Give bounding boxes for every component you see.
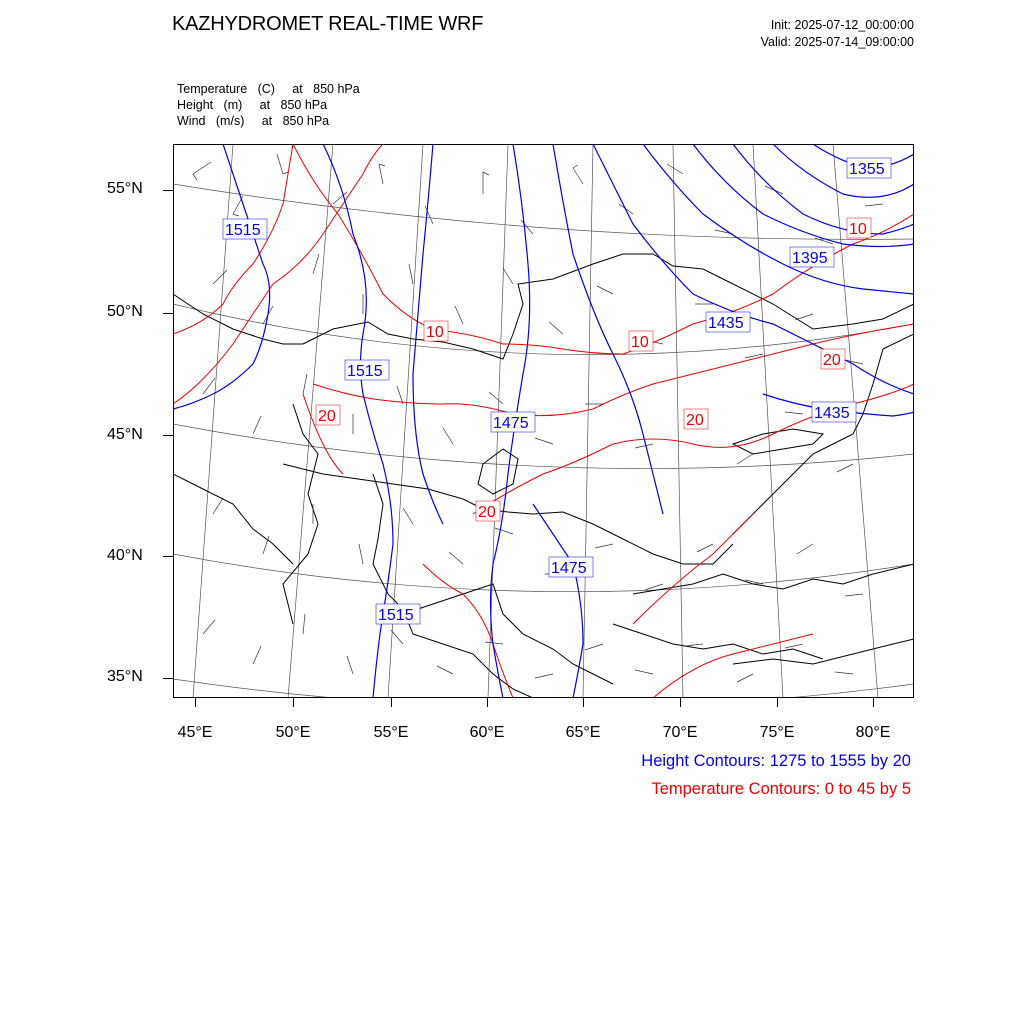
lon-line-75 [753,144,783,698]
lon-tick-65 [583,698,584,707]
lat-tick-45 [163,435,173,436]
border-china-south [733,639,914,664]
height-label-3: 1475 [493,415,529,432]
lon-label-55: 55°E [373,724,409,741]
temp-label-5: 20 [478,504,496,521]
height-contour-label-text [225,161,885,624]
valid-time: Valid: 2025-07-14_09:00:00 [760,35,914,49]
lat-tick-40 [163,556,173,557]
lat-tick-35 [163,678,173,679]
height-label-9: 1435 [814,405,850,422]
lat-tick-55 [163,190,173,191]
height-label-2: 1515 [347,363,383,380]
lon-tick-80 [873,698,874,707]
aral-sea [478,449,518,494]
lat-label-45: 45°N [107,426,143,443]
temperature-contour-label-text [318,221,867,521]
map-panel [173,144,914,698]
height-legend: Height Contours: 1275 to 1555 by 20 [641,752,911,770]
lat-tick-50 [163,313,173,314]
lon-label-60: 60°E [469,724,505,741]
lon-label-45: 45°E [177,724,213,741]
lon-label-50: 50°E [275,724,311,741]
height-contour-1395 [733,144,914,234]
lat-label-40: 40°N [107,547,143,564]
temp-contour-20-east [633,514,753,624]
lon-label-75: 75°E [759,724,795,741]
lat-label-50: 50°N [107,303,143,320]
lon-tick-45 [195,698,196,707]
field-wind: Wind (m/s) at 850 hPa [177,114,330,128]
lon-tick-70 [680,698,681,707]
lon-line-65 [583,144,593,698]
temperature-contours [173,144,914,698]
field-temperature: Temperature (C) at 850 hPa [177,82,360,96]
height-contour-1455 [593,144,914,394]
border-uzbekistan-turkmenistan [403,584,613,684]
border-caucasus [173,474,293,564]
chart-title: KAZHYDROMET REAL-TIME WRF [172,13,484,35]
height-label-4: 1475 [551,560,587,577]
temp-label-1: 10 [426,324,444,341]
border-turkmenistan-iran [413,634,533,698]
lat-line-35 [173,679,914,698]
lat-label-35: 35°N [107,668,143,685]
lon-line-70 [673,144,683,698]
height-label-6: 1435 [708,315,744,332]
lake-balkhash [733,429,823,454]
lon-tick-50 [293,698,294,707]
country-borders [173,254,914,698]
height-contour-1475-b [553,144,663,514]
temp-label-3: 20 [318,408,336,425]
lon-tick-75 [777,698,778,707]
temp-label-7: 10 [849,221,867,238]
init-time: Init: 2025-07-12_00:00:00 [770,18,914,32]
lat-label-55: 55°N [107,180,143,197]
lon-label-80: 80°E [855,724,891,741]
lon-label-65: 65°E [565,724,601,741]
height-contour-1375 [773,144,914,197]
wind-barbs [193,154,883,682]
temp-label-2: 10 [631,334,649,351]
border-tajikistan-afghanistan [613,624,823,659]
height-contour-1475-c [533,504,583,698]
field-descriptions [177,81,360,129]
height-label-7: 1395 [792,250,828,267]
temp-label-6: 20 [823,352,841,369]
lon-label-70: 70°E [662,724,698,741]
temperature-legend: Temperature Contours: 0 to 45 by 5 [651,780,911,798]
height-label-8: 1355 [849,161,885,178]
height-contour-1515-west [173,144,270,409]
lon-tick-55 [391,698,392,707]
lat-line-40 [173,554,914,592]
field-height: Height (m) at 850 hPa [177,98,328,112]
height-contour-labels [223,158,891,624]
height-label-5: 1515 [378,607,414,624]
temp-label-4: 20 [686,412,704,429]
height-label-1: 1515 [225,222,261,239]
lon-tick-60 [487,698,488,707]
